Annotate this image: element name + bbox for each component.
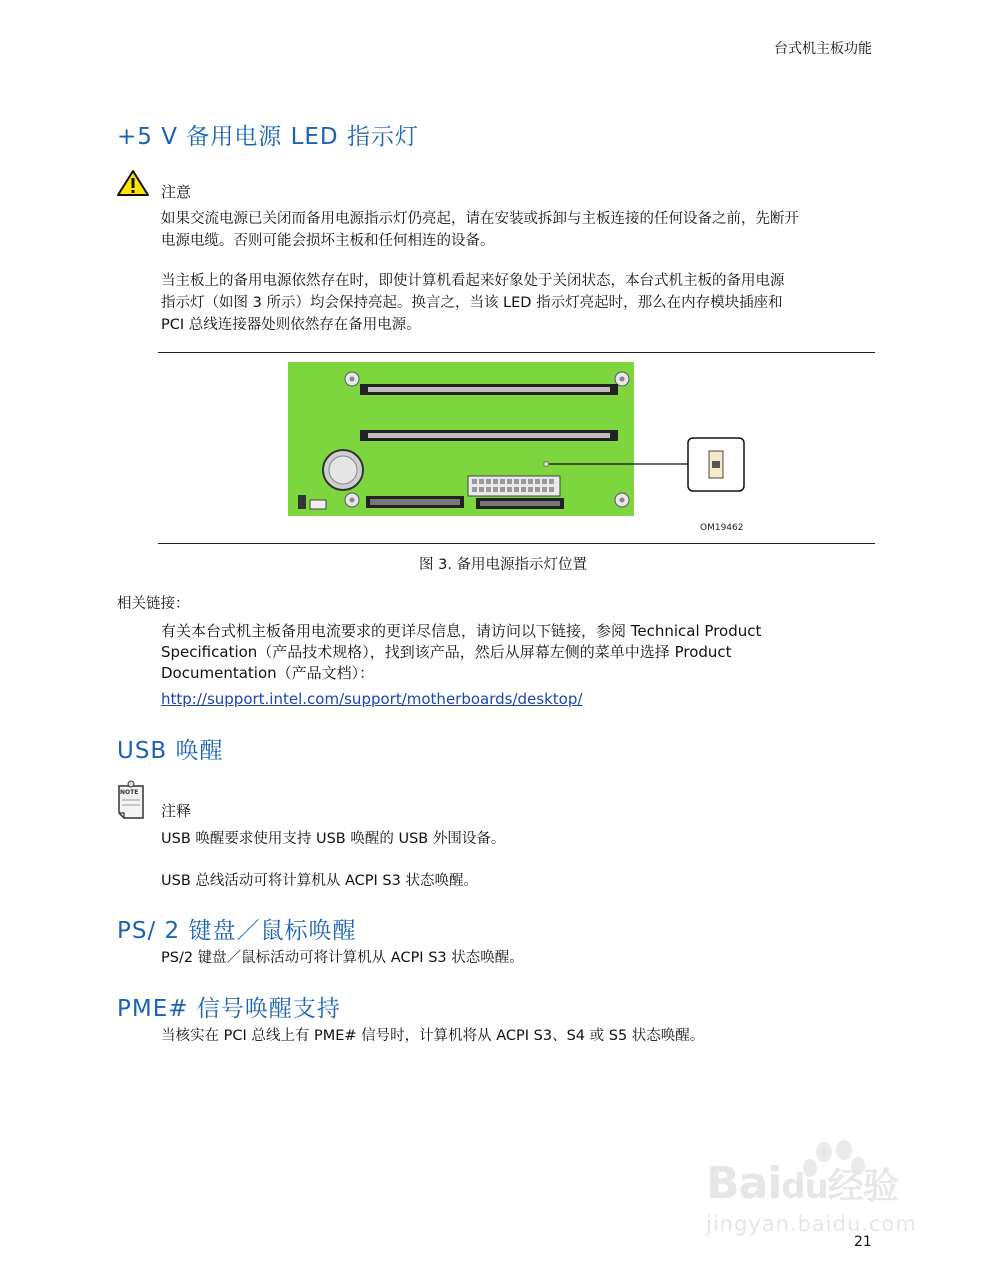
note-label: 注释 (161, 802, 192, 820)
caution-text-1: 如果交流电源已关闭而备用电源指示灯仍亮起，请在安装或拆卸与主板连接的任何设备之前，先断开 (161, 211, 799, 227)
watermark-cn: 经验 (827, 1166, 898, 1207)
section-title-standby-led: +5 V 备用电源 LED 指示灯 (117, 124, 419, 150)
section-title-usb: USB 唤醒 (117, 738, 224, 764)
related-links-text-2: Specification（产品技术规格），找到该产品，然后从屏幕左侧的菜单中选择 Product (161, 643, 732, 661)
watermark-brand (706, 1158, 898, 1209)
note-icon (116, 780, 146, 824)
pme-line-1: 当核实在 PCI 总线上有 PME# 信号时，计算机将从 ACPI S3、S4 或 S5 状态唤醒。 (161, 1028, 705, 1044)
page-number: 21 (854, 1234, 872, 1250)
running-header: 台式机主板功能 (774, 41, 872, 57)
paragraph-line-3: PCI 总线连接器处则依然存在备用电源。 (161, 317, 421, 333)
ps2-line-1: PS/2 键盘／鼠标活动可将计算机从 ACPI S3 状态唤醒。 (161, 950, 524, 966)
usb-line-1: USB 唤醒要求使用支持 USB 唤醒的 USB 外围设备。 (161, 831, 506, 847)
usb-line-2: USB 总线活动可将计算机从 ACPI S3 状态唤醒。 (161, 873, 478, 889)
paragraph-line-2: 指示灯（如图 3 所示）均会保持亮起。换言之，当该 LED 指示灯亮起时，那么在内存模块插座和 (161, 295, 783, 311)
section-title-pme: PME# 信号唤醒支持 (117, 996, 341, 1022)
motherboard-figure (288, 362, 758, 542)
related-links-text-3: Documentation（产品文档）： (161, 664, 375, 682)
caution-label: 注意 (161, 183, 192, 201)
figure-bottom-rule (158, 543, 875, 544)
support-link[interactable]: http://support.intel.com/support/motherboards/desktop/ (161, 690, 583, 708)
warning-icon (116, 169, 150, 201)
note-icon-text: NOTE (120, 789, 139, 796)
figure-top-rule (158, 352, 875, 353)
related-links-label: 相关链接： (117, 596, 190, 612)
watermark-url: jingyan.baidu.com (706, 1212, 917, 1236)
figure-code: OM19462 (700, 523, 744, 533)
paragraph-line-1: 当主板上的备用电源依然存在时，即使计算机看起来好象处于关闭状态，本台式机主板的备用电源 (161, 273, 785, 289)
section-title-ps2: PS/ 2 键盘／鼠标唤醒 (117, 918, 357, 944)
figure-caption: 图 3. 备用电源指示灯位置 (419, 557, 588, 573)
caution-text-2: 电源电缆。否则可能会损坏主板和任何相连的设备。 (161, 233, 495, 249)
watermark-brand-bai: Bai (706, 1158, 782, 1209)
related-links-text-1: 有关本台式机主板备用电流要求的更详尽信息，请访问以下链接，参阅 Technical Product (161, 622, 762, 640)
watermark-brand-du: du (781, 1167, 828, 1207)
